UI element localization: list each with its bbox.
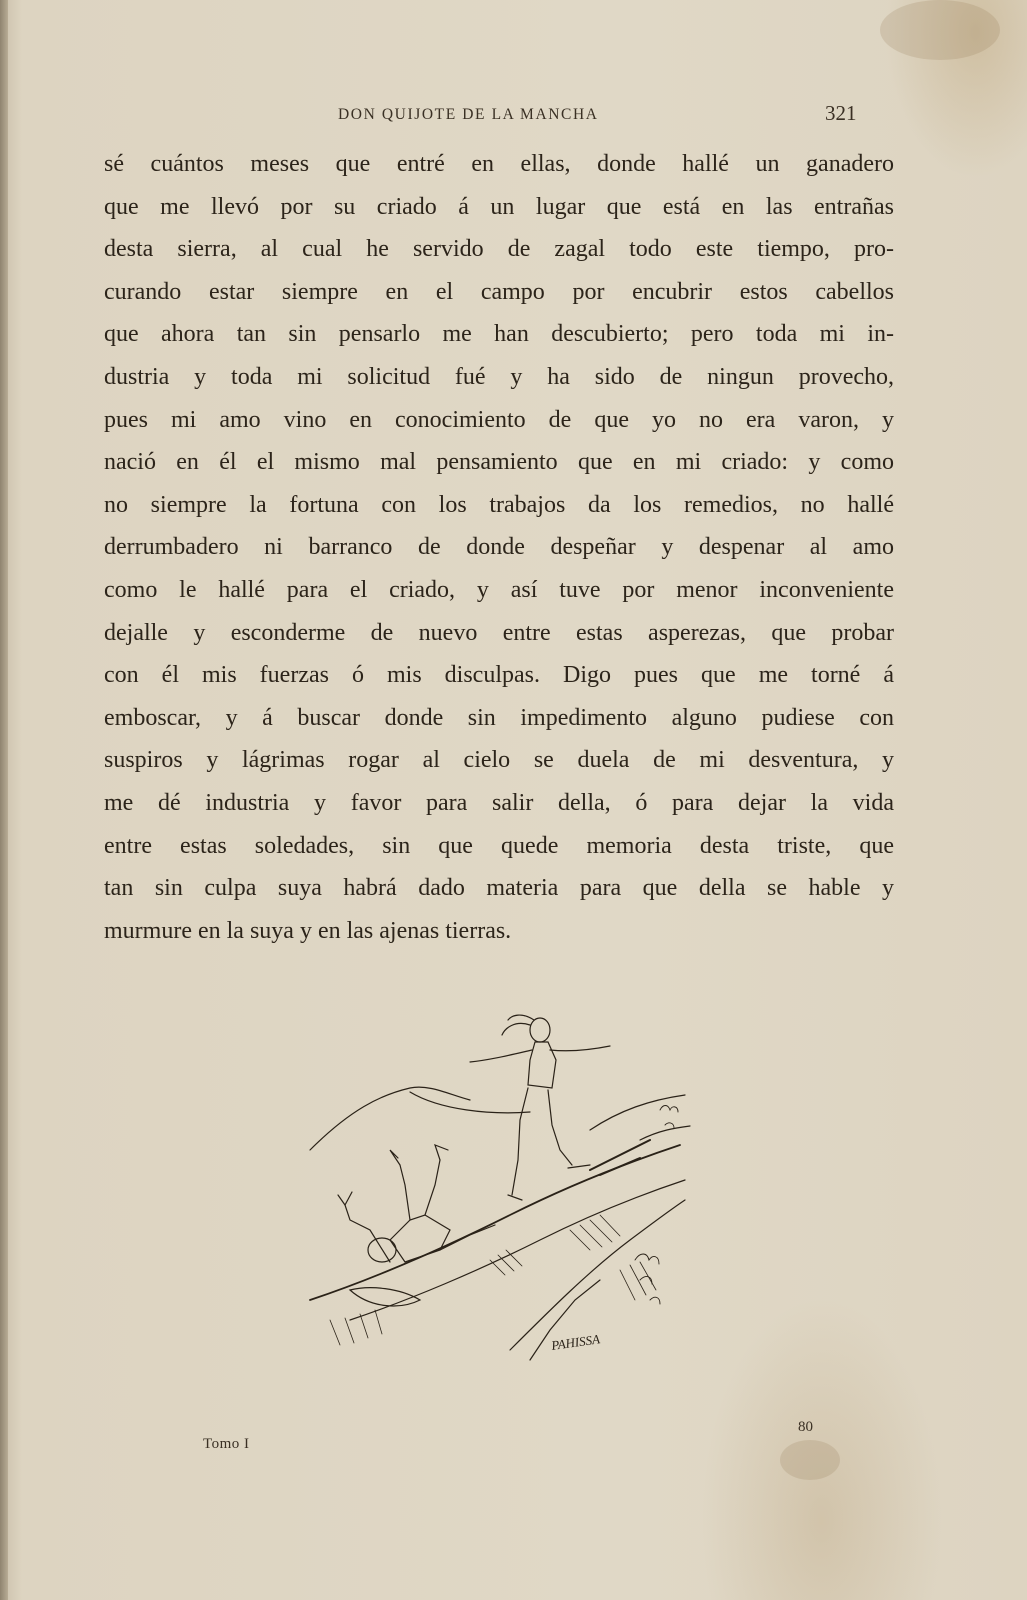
page-binding-edge bbox=[0, 0, 8, 1600]
text-line: emboscar, y á buscar donde sin impedimento alguno pudiese con bbox=[104, 704, 894, 731]
running-title: DON QUIJOTE DE LA MANCHA bbox=[338, 106, 599, 123]
text-line: que me llevó por su criado á un lugar que está en las entrañas bbox=[104, 193, 894, 220]
text-line: con él mis fuerzas ó mis disculpas. Digo pues que me torné á bbox=[104, 662, 894, 689]
hat-shape bbox=[350, 1288, 420, 1306]
hill-line bbox=[640, 1126, 690, 1140]
paper-stain bbox=[780, 1440, 840, 1480]
hill-line bbox=[310, 1087, 470, 1150]
text-line: entre estas soledades, sin que quede memoria desta triste, que bbox=[104, 832, 894, 859]
text-line: dejalle y esconderme de nuevo entre estas asperezas, que probar bbox=[104, 619, 894, 646]
cliff-edge bbox=[310, 1145, 680, 1300]
engraving-illustration bbox=[290, 1000, 700, 1385]
body-paragraph bbox=[104, 143, 894, 952]
text-line: suspiros y lágrimas rogar al cielo se duela de mi desventura, y bbox=[104, 747, 894, 774]
volume-label: Tomo I bbox=[203, 1436, 250, 1452]
hill-line bbox=[410, 1092, 530, 1113]
text-line: murmure en la suya y en las ajenas tierras. bbox=[104, 917, 512, 944]
hill-line bbox=[590, 1095, 685, 1130]
figure-girl bbox=[470, 1015, 610, 1200]
artist-signature: PAHISSA bbox=[550, 1331, 601, 1353]
text-line: que ahora tan sin pensarlo me han descubierto; pero toda mi in- bbox=[104, 321, 894, 348]
text-line: como le hallé para el criado, y así tuve por menor inconveniente bbox=[104, 576, 894, 603]
text-line: pues mi amo vino en conocimiento de que yo no era varon, y bbox=[104, 406, 894, 433]
text-line: nació en él el mismo mal pensamiento que en mi criado: y como bbox=[104, 449, 894, 476]
rock-contour bbox=[510, 1200, 685, 1350]
text-line: desta sierra, al cual he servido de zagal todo este tiempo, pro- bbox=[104, 236, 894, 263]
text-line: derrumbadero ni barranco de donde despeñar y despenar al amo bbox=[104, 534, 894, 561]
text-line: dustria y toda mi solicitud fué y ha sido de ningun provecho, bbox=[104, 363, 894, 390]
text-line: no siempre la fortuna con los trabajos da los remedios, no hallé bbox=[104, 491, 894, 518]
signature-mark: 80 bbox=[798, 1419, 813, 1435]
text-line: tan sin culpa suya habrá dado materia para que della se hable y bbox=[104, 875, 894, 902]
text-line: sé cuántos meses que entré en ellas, donde hallé un ganadero bbox=[104, 151, 894, 177]
paper-stain bbox=[880, 0, 1000, 60]
page-number: 321 bbox=[825, 101, 857, 125]
text-line: curando estar siempre en el campo por encubrir estos cabellos bbox=[104, 278, 894, 305]
text-line: me dé industria y favor para salir della, ó para dejar la vida bbox=[104, 789, 894, 816]
